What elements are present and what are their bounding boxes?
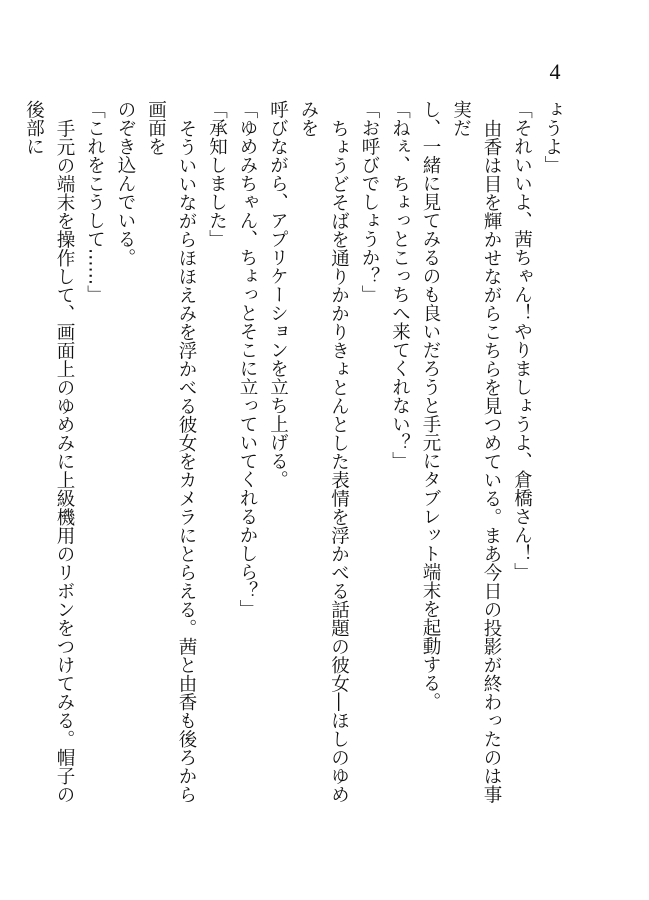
text-line: 呼びながら、アプリケーションを立ち上げる。 xyxy=(267,100,289,489)
text-line: 「これをこうして……」 xyxy=(84,100,106,304)
text-line: 「それいいよ、茜ちゃん！やりましょうよ、倉橋さん！」 xyxy=(511,100,533,581)
text-line: そういいながらほほえみを浮かべる彼女をカメラにとらえる。茜と由香も後ろから画面を xyxy=(145,100,197,803)
text-line: 「承知しました」 xyxy=(206,100,228,248)
text-line: 手元の端末を操作して、画面上のゆめみに上級機用のリボンをつけてみる。帽子の後部に xyxy=(23,100,75,803)
text-line: 「ゆめみちゃん、ちょっとそこに立っていてくれるかしら？」 xyxy=(237,100,258,618)
page-number: 4 xyxy=(549,59,561,84)
text-line: のぞき込んでいる。 xyxy=(115,100,136,267)
text-line: 「お呼びでしょうか？」 xyxy=(359,100,380,304)
text-line: ちょうどそばを通りかかりきょとんとした表情を浮かべる話題の彼女―ほしのゆめみを xyxy=(298,100,350,803)
text-line: ょうよ」 xyxy=(542,100,563,174)
text-line: し、一緒に見てみるのも良いだろうと手元にタブレット端末を起動する。 xyxy=(420,100,441,711)
text-line: 「ねぇ、ちょっとこっちへ来てくれない？」 xyxy=(389,100,411,470)
body-text xyxy=(18,100,567,820)
text-line: 由香は目を輝かせながらこちらを見つめている。まあ今日の投影が終わったのは事実だ xyxy=(450,100,502,803)
